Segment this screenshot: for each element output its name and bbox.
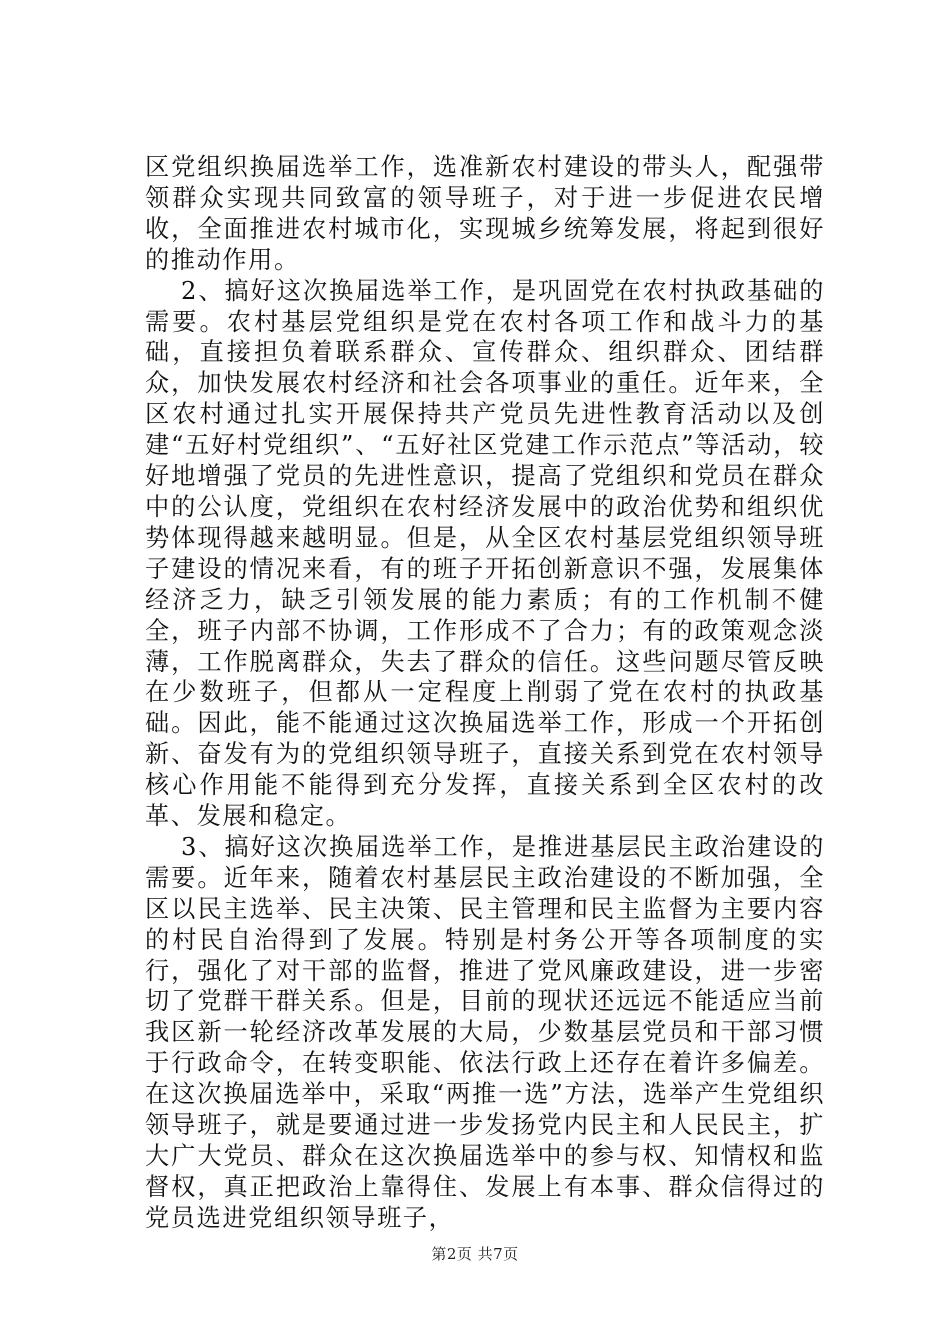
- document-body: [145, 152, 825, 1234]
- page-footer: 第2页 共7页: [431, 1245, 519, 1263]
- paragraph-item-3: 3、搞好这次换届选举工作，是推进基层民主政治建设的需要。近年来，随着农村基层民主政治建设的不断加强，全区以民主选举、民主决策、民主管理和民主监督为主要内容的村民自治得到了发展。特别是村务公开等各项制度的实行，强化了对干部的监督，推进了党风廉政建设，进一步密切了党群干群关系。但是，目前的现状还远远不能适应当前我区新一轮经济改革发展的大局，少数基层党员和干部习惯于行政命令，在转变职能、依法行政上还存在着许多偏差。在这次换届选举中，采取“两推一选”方法，选举产生党组织领导班子，就是要通过进一步发扬党内民主和人民民主，扩大广大党员、群众在这次换届选举中的参与权、知情权和监督权，真正把政治上靠得住、发展上有本事、群众信得过的党员选进党组织领导班子，: [145, 832, 825, 1232]
- paragraph-item-2: 2、搞好这次换届选举工作，是巩固党在农村执政基础的需要。农村基层党组织是党在农村各项工作和战斗力的基础，直接担负着联系群众、宣传群众、组织群众、团结群众，加快发展农村经济和社会各项事业的重任。近年来，全区农村通过扎实开展保持共产党员先进性教育活动以及创建“五好村党组织”、“五好社区党建工作示范点”等活动，较好地增强了党员的先进性意识，提高了党组织和党员在群众中的公认度，党组织在农村经济发展中的政治优势和组织优势体现得越来越明显。但是，从全区农村基层党组织领导班子建设的情况来看，有的班子开拓创新意识不强，发展集体经济乏力，缺乏引领发展的能力素质；有的工作机制不健全，班子内部不协调，工作形成不了合力；有的政策观念淡薄，工作脱离群众，失去了群众的信任。这些问题尽管反映在少数班子，但都从一定程度上削弱了党在农村的执政基础。因此，能不能通过这次换届选举工作，形成一个开拓创新、奋发有为的党组织领导班子，直接关系到党在农村领导核心作用能不能得到充分发挥，直接关系到全区农村的改革、发展和稳定。: [145, 276, 825, 831]
- paragraph-continuation: 区党组织换届选举工作，选准新农村建设的带头人，配强带领群众实现共同致富的领导班子，对于进一步促进农民增收，全面推进农村城市化，实现城乡统筹发展，将起到很好的推动作用。: [145, 153, 825, 274]
